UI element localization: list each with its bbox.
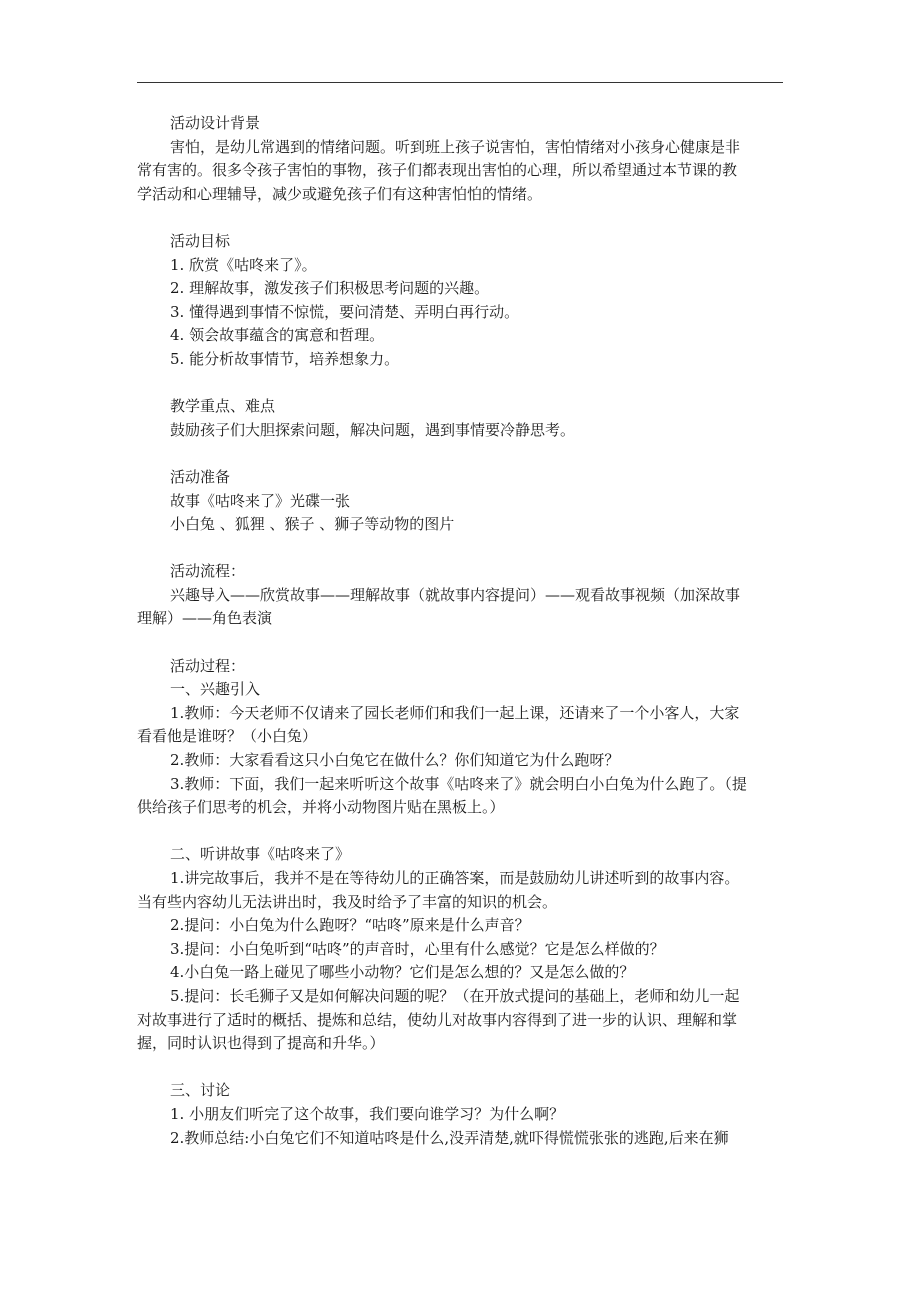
paragraph-line: 学活动和心理辅导，减少或避免孩子们有这种害怕怕的情绪。 xyxy=(137,184,543,203)
section-heading: 教学重点、难点 xyxy=(170,397,276,416)
paragraph-line: 1.讲完故事后，我并不是在等待幼儿的正确答案，而是鼓励幼儿讲述听到的故事内容。 xyxy=(170,869,740,887)
section-heading: 活动目标 xyxy=(170,231,231,250)
paragraph-line: 害怕，是幼儿常遇到的情绪问题。听到班上孩子说害怕，害怕情绪对小孩身心健康是非 xyxy=(170,137,741,156)
paragraph-line: 2.教师总结:小白兔它们不知道咕咚是什么,没弄清楚,就吓得慌慌张张的逃跑,后来在狮 xyxy=(170,1128,729,1147)
document-body xyxy=(137,112,786,1150)
list-item: 5. 能分析故事情节，培养想象力。 xyxy=(170,349,400,368)
section-preparation xyxy=(170,466,786,537)
list-item: 小白兔 、狐狸 、猴子 、狮子等动物的图片 xyxy=(170,515,455,534)
paragraph-line: 1. 小朋友们听完了这个故事，我们要向谁学习？为什么啊？ xyxy=(170,1104,565,1123)
subsection-title: 二、听讲故事《咕咚来了》 xyxy=(170,845,351,864)
paragraph-line: 兴趣导入——欣赏故事——理解故事（就故事内容提问）——观看故事视频（加深故事 xyxy=(170,585,741,604)
subsection-title: 三、讨论 xyxy=(170,1081,231,1100)
section-heading: 活动准备 xyxy=(170,467,231,486)
section-heading: 活动过程： xyxy=(170,656,246,675)
header-rule xyxy=(137,82,783,83)
paragraph-line: 对故事进行了适时的概括、提炼和总结，使幼儿对故事内容得到了进一步的认识、理解和掌 xyxy=(137,1010,738,1029)
list-item: 4. 领会故事蕴含的寓意和哲理。 xyxy=(170,326,385,345)
section-heading: 活动设计背景 xyxy=(170,114,261,132)
paragraph-line: 鼓励孩子们大胆探索问题，解决问题，遇到事情要冷静思考。 xyxy=(170,420,576,439)
paragraph-line: 2.教师：大家看看这只小白兔它在做什么？你们知道它为什么跑呀？ xyxy=(170,751,620,770)
subsection-title: 一、兴趣引入 xyxy=(170,680,261,699)
list-item: 1. 欣赏《咕咚来了》。 xyxy=(170,255,317,274)
paragraph-line: 常有害的。很多令孩子害怕的事物，孩子们都表现出害怕的心理，所以希望通过本节课的教 xyxy=(137,161,738,180)
section-background xyxy=(137,112,786,206)
list-item: 2. 理解故事，激发孩子们积极思考问题的兴趣。 xyxy=(170,279,490,298)
paragraph-line: 4.小白兔一路上碰见了哪些小动物？它们是怎么想的？又是怎么做的？ xyxy=(170,963,635,982)
paragraph-line: 理解）——角色表演 xyxy=(137,609,273,628)
paragraph-line: 看看他是谁呀？（小白兔） xyxy=(137,727,318,746)
section-heading: 活动流程： xyxy=(170,562,246,581)
paragraph-line: 1.教师：今天老师不仅请来了园长老师们和我们一起上课，还请来了一个小客人，大家 xyxy=(170,703,740,722)
paragraph-line: 3.教师：下面，我们一起来听听这个故事《咕咚来了》就会明白小白兔为什么跑了。（提 xyxy=(170,774,747,793)
section-process xyxy=(137,655,786,1150)
paragraph-line: 2.提问：小白兔为什么跑呀？“咕咚”原来是什么声音？ xyxy=(170,916,530,935)
paragraph-line: 供给孩子们思考的机会，并将小动物图片贴在黑板上。） xyxy=(137,798,505,817)
section-key-points xyxy=(170,395,786,442)
paragraph-line: 5.提问：长毛狮子又是如何解决问题的呢？（在开放式提问的基础上，老师和幼儿一起 xyxy=(170,986,740,1005)
section-flow xyxy=(137,560,786,631)
paragraph-line: 3.提问：小白兔听到“咕咚”的声音时，心里有什么感觉？它是怎么样做的？ xyxy=(170,939,665,958)
list-item: 3. 懂得遇到事情不惊慌，要问清楚、弄明白再行动。 xyxy=(170,302,520,321)
paragraph-line: 当有些内容幼儿无法讲出时，我及时给予了丰富的知识的机会。 xyxy=(137,892,558,911)
list-item: 故事《咕咚来了》光碟一张 xyxy=(170,491,351,510)
paragraph-line: 握，同时认识也得到了提高和升华。） xyxy=(137,1034,385,1053)
section-goals xyxy=(170,230,786,372)
